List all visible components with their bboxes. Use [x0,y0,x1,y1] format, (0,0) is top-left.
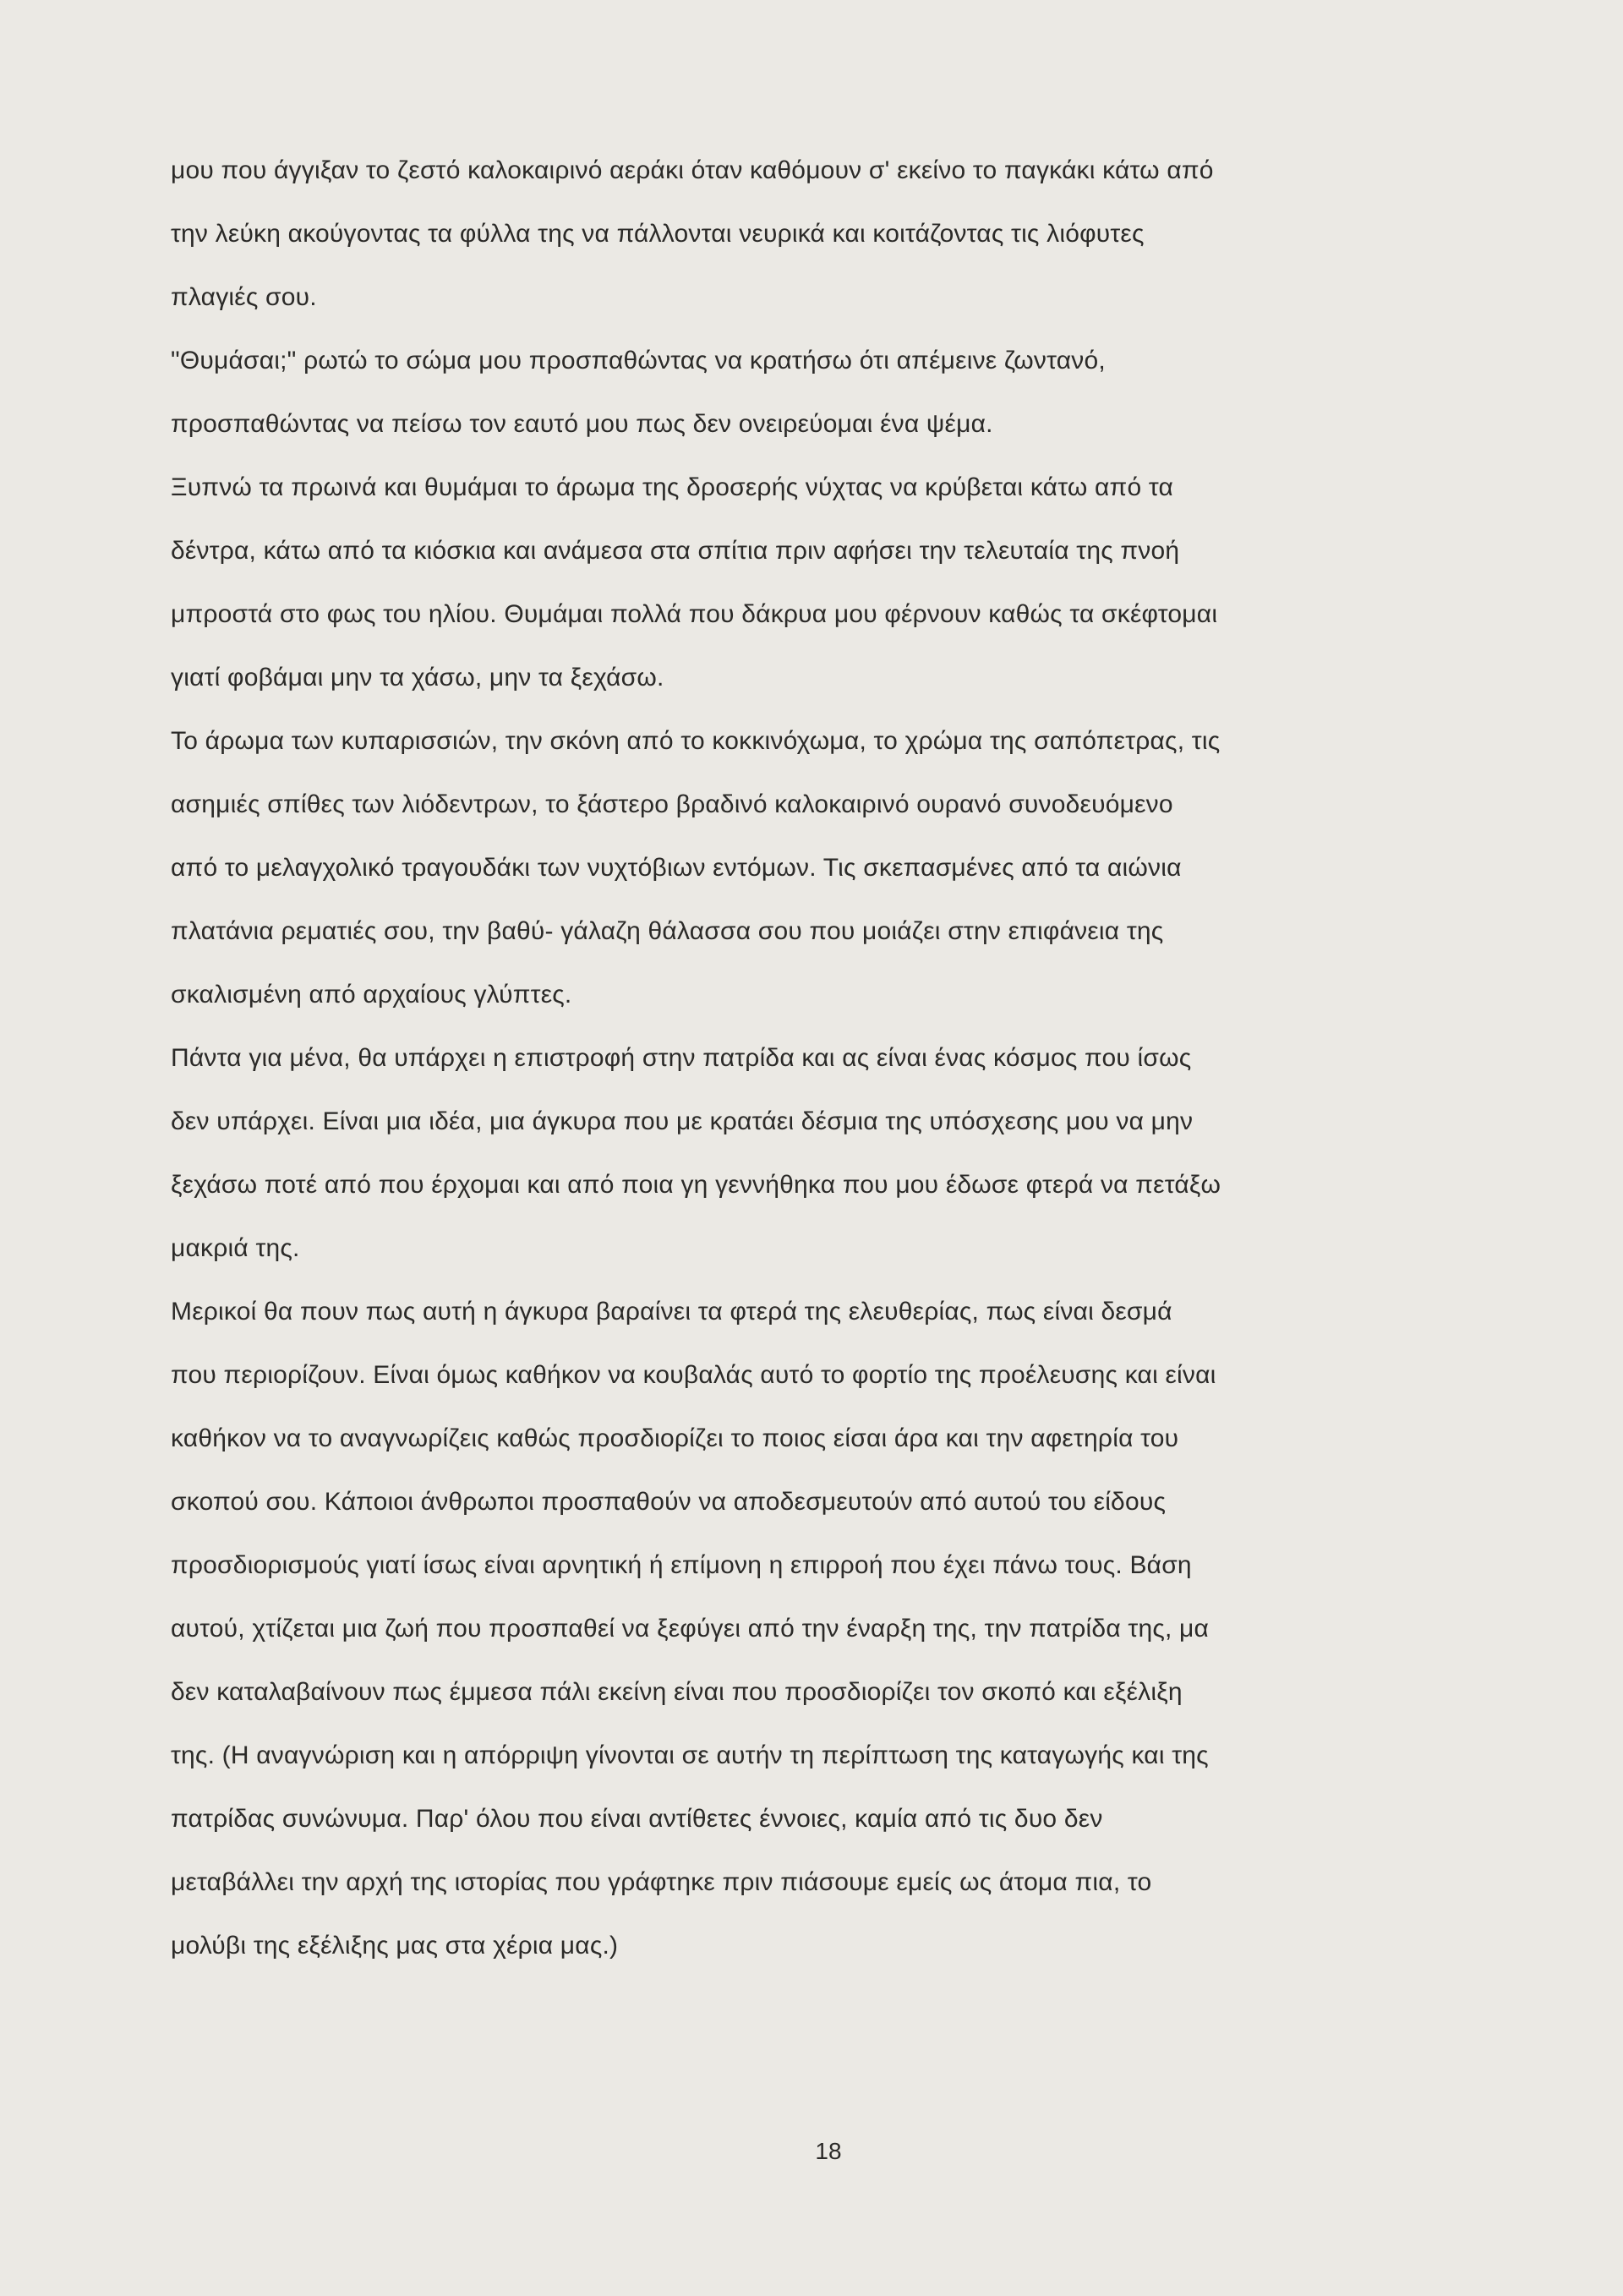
text-line: μπροστά στο φως του ηλίου. Θυμάμαι πολλά που δάκρυα μου φέρνουν καθώς τα σκέφτομαι [171,600,1218,628]
text-line: προσπαθώντας να πείσω τον εαυτό μου πως δεν ονειρεύομαι ένα ψέμα. [171,410,993,438]
text-line: πλαγιές σου. [171,283,317,311]
text-line: ξεχάσω ποτέ από που έρχομαι και από ποια γη γεννήθηκα που μου έδωσε φτερά να πετάξω [171,1171,1221,1199]
text-line: Μερικοί θα πουν πως αυτή η άγκυρα βαραίνει τα φτερά της ελευθερίας, πως είναι δεσμά [171,1298,1172,1326]
text-line: ασημιές σπίθες των λιόδεντρων, το ξάστερο βραδινό καλοκαιρινό ουρανό συνοδευόμενο [171,790,1173,818]
text-line: καθήκον να το αναγνωρίζεις καθώς προσδιορίζει το ποιος είσαι άρα και την αφετηρία του [171,1424,1179,1452]
text-line: σκαλισμένη από αρχαίους γλύπτες. [171,981,572,1009]
text-line: μεταβάλλει την αρχή της ιστορίας που γράφτηκε πριν πιάσουμε εμείς ως άτομα πια, το [171,1868,1152,1896]
text-line: από το μελαγχολικό τραγουδάκι των νυχτόβιων εντόμων. Τις σκεπασμένες από τα αιώνια [171,854,1182,882]
text-line: μακριά της. [171,1234,300,1262]
text-line: Πάντα για μένα, θα υπάρχει η επιστροφή στην πατρίδα και ας είναι ένας κόσμος που ίσως [171,1044,1192,1072]
text-line: σκοπού σου. Κάποιοι άνθρωποι προσπαθούν να αποδεσμευτούν από αυτού του είδους [171,1488,1167,1516]
text-line: πλατάνια ρεματιές σου, την βαθύ- γάλαζη θάλασσα σου που μοιάζει στην επιφάνεια της [171,917,1164,945]
text-line: της. (Η αναγνώριση και η απόρριψη γίνονται σε αυτήν τη περίπτωση της καταγωγής και της [171,1741,1209,1769]
text-line: που περιορίζουν. Είναι όμως καθήκον να κουβαλάς αυτό το φορτίο της προέλευσης και είναι [171,1361,1216,1389]
text-line: γιατί φοβάμαι μην τα χάσω, μην τα ξεχάσω. [171,664,664,692]
text-line: μολύβι της εξέλιξης μας στα χέρια μας.) [171,1932,619,1960]
page-number: 18 [815,2138,842,2164]
text-line: μου που άγγιξαν το ζεστό καλοκαιρινό αεράκι όταν καθόμουν σ' εκείνο το παγκάκι κάτω από [171,156,1214,184]
text-line: προσδιορισμούς γιατί ίσως είναι αρνητική ή επίμονη η επιρροή που έχει πάνω τους. Βάση [171,1551,1192,1579]
text-line: αυτού, χτίζεται μια ζωή που προσπαθεί να ξεφύγει από την έναρξη της, την πατρίδα της, μα [171,1615,1210,1643]
text-line: πατρίδας συνώνυμα. Παρ' όλου που είναι αντίθετες έννοιες, καμία από τις δυο δεν [171,1805,1103,1833]
text-line: "Θυμάσαι;" ρωτώ το σώμα μου προσπαθώντας να κρατήσω ότι απέμεινε ζωντανό, [171,347,1106,374]
text-line: δέντρα, κάτω από τα κιόσκια και ανάμεσα στα σπίτια πριν αφήσει την τελευταία της πνοή [171,537,1180,565]
text-line: δεν υπάρχει. Είναι μια ιδέα, μια άγκυρα που με κρατάει δέσμια της υπόσχεσης μου να μην [171,1107,1194,1135]
text-line: Ξυπνώ τα πρωινά και θυμάμαι το άρωμα της δροσερής νύχτας να κρύβεται κάτω από τα [171,473,1174,501]
text-line: την λεύκη ακούγοντας τα φύλλα της να πάλλονται νευρικά και κοιτάζοντας τις λιόφυτες [171,220,1145,248]
body-text [171,145,1506,1984]
text-line: Το άρωμα των κυπαρισσιών, την σκόνη από το κοκκινόχωμα, το χρώμα της σαπόπετρας, τις [171,727,1221,755]
text-line: δεν καταλαβαίνουν πως έμμεσα πάλι εκείνη είναι που προσδιορίζει τον σκοπό και εξέλιξη [171,1678,1183,1706]
